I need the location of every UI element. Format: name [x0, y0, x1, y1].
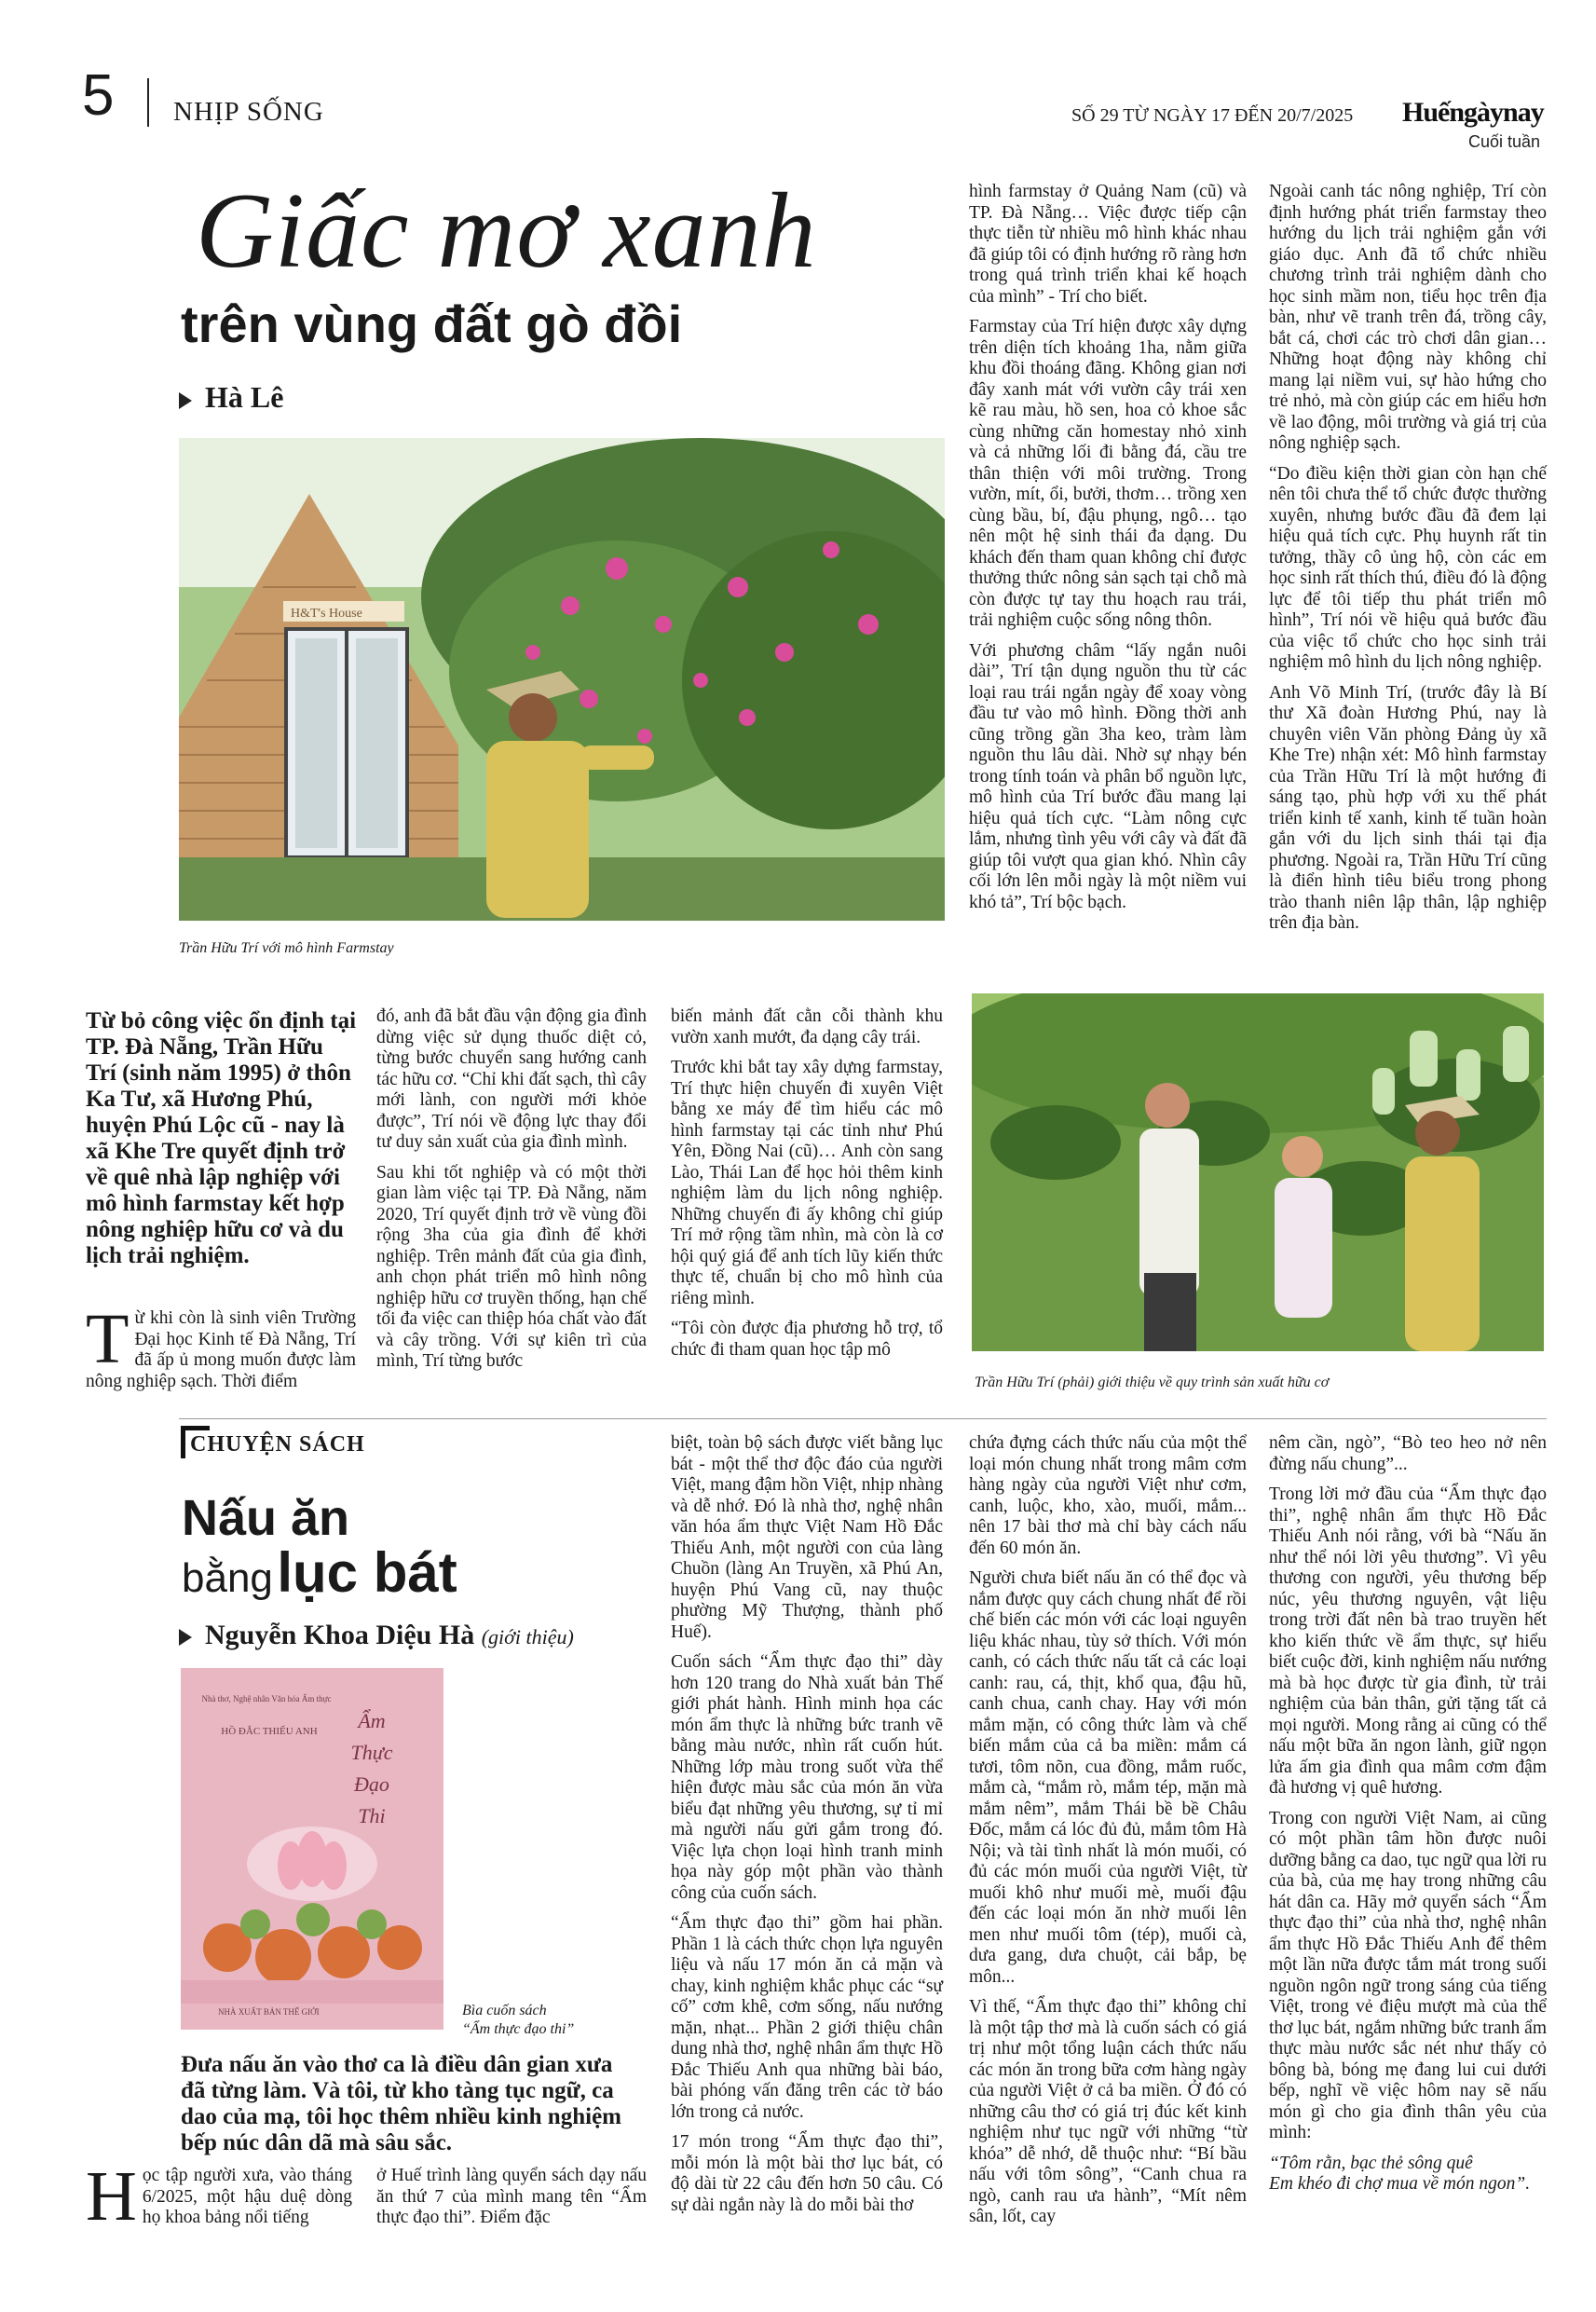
- poem: [1269, 2154, 1547, 2196]
- issue-info: SỐ 29 TỪ NGÀY 17 ĐẾN 20/7/2025: [1071, 105, 1354, 126]
- article1-col5: [1269, 182, 1547, 944]
- article1-author: Hà Lê: [205, 380, 284, 414]
- photo-farmstay: [179, 438, 945, 921]
- article2-col1-text: ọc tập người xưa, vào tháng 6/2025, một hậu duệ dòng họ khoa bảng nổi tiếng: [142, 2166, 352, 2227]
- paragraph: biến mảnh đất cằn cỗi thành khu vườn xanh mướt, đa dạng cây trái.: [671, 1006, 943, 1047]
- photo2-caption: Trần Hữu Trí (phải) giới thiệu về quy trình sản xuất hữu cơ: [975, 1375, 1330, 1390]
- book-cover-photo: [181, 1668, 443, 2030]
- title-small-word: bằng: [182, 1555, 273, 1601]
- paragraph: Anh Võ Minh Trí, (trước đây là Bí thư Xã đoàn Hương Phú, nay là chuyên viên Văn phòng Đảng ủy xã Khe Tre) nhận xét: Mô hình farmstay của Trần Hữu Trí là một hướng đi sáng tạo, phù hợp với xu thế phát triển kinh tế xanh, kinh tế tuần hoàn gắn với du lịch sinh thái tại địa phương. Ngoài ra, Trần Hữu Trí cũng là điển hình tiêu biểu trong phong trào thanh niên lập thân, lập nghiệp trên địa bàn.: [1269, 682, 1547, 933]
- article2-col1: [86, 2157, 352, 2236]
- article2-col2: [376, 2166, 647, 2238]
- paragraph: 17 món trong “Ẩm thực đạo thi”, mỗi món là một bài thơ lục bát, có độ dài từ 22 câu đến hơn 50 câu. Có sự dài ngắn này là do mỗi bài thơ: [671, 2132, 943, 2215]
- paragraph: Trước khi bắt tay xây dựng farmstay, Trí thực hiện chuyến đi xuyên Việt bằng xe máy để tìm hiểu các mô hình farmstay tại các tỉnh như Phú Yên, Đồng Nai (cũ)… Anh còn sang Lào, Thái Lan để học hỏi thêm kinh nghiệm làm du lịch nông nghiệp. Những chuyến đi ấy không chỉ giúp Trí mở rộng tầm nhìn, mà còn là cơ hội quý giá để anh tích lũy kiến thức thực tế, chuẩn bị cho mô hình của riêng mình.: [671, 1058, 943, 1308]
- paragraph: Farmstay của Trí hiện được xây dựng trên diện tích khoảng 1ha, nằm giữa khu đồi thoáng đãng. Không gian nơi đây xanh mát với vườn cây trái xen kẽ rau màu, hồ sen, hoa cỏ khoe sắc cùng những căn homestay nhỏ xinh và cả những lối đi bằng đá, cầu tre thân thiện với môi trường. Trong vườn, mít, ổi, bưởi, thơm… trồng xen cùng bầu, bí, đậu phụng, ngô… tạo nên một hệ sinh thái đa dạng. Du khách đến tham quan không chỉ được thưởng thức nông sản sạch tại chỗ mà còn được tự tay thu hoạch rau trái, trải nghiệm cuộc sống nông thôn.: [969, 317, 1247, 630]
- article2-col5: [1269, 1433, 1547, 2205]
- farmstay-illustration: [179, 438, 945, 921]
- brand-logo: Huếngàynay: [1402, 97, 1544, 128]
- book-caption: [462, 2002, 574, 2039]
- kicker-text: HUYỆN SÁCH: [207, 1432, 365, 1457]
- paragraph: Trong lời mở đầu của “Ẩm thực đạo thi”, nghệ nhân ẩm thực Hồ Đắc Thiếu Anh nói rằng, với bà “Nấu ăn như thể nói lời yêu thương”. Vì yêu thương con người, yêu thương bếp núc, yêu thương nguyên, vật liệu trong trời đất nên bà trao truyền hết kho kiến thức về ẩm thực, sự hiểu biết cuộc đời, kinh nghiệm nấu nướng mà bà học được từ gia đình, từ trải nghiệm của bản thân, gửi tặng tất cả mọi người. Mong rằng ai cũng có thể nấu một bữa ăn ngon lành, giữ ngọn lửa ấm gia đình qua mâm cơm đậm đà hương vị quê hương.: [1269, 1484, 1547, 1798]
- article1-title: Giấc mơ xanh: [196, 171, 817, 291]
- photo1-caption: Trần Hữu Trí với mô hình Farmstay: [179, 940, 394, 956]
- article2-col4: [969, 1433, 1247, 2237]
- book-author-line: HỒ ĐẮC THIẾU ANH: [221, 1726, 318, 1737]
- article1-col1-text: ừ khi còn là sinh viên Trường Đại học Kinh tế Đà Nẵng, Trí đã ấp ủ mong muốn được làm nông nghiệp sạch. Thời điểm: [86, 1308, 356, 1391]
- paragraph: “Do điều kiện thời gian còn hạn chế nên tôi chưa thể tổ chức được thường xuyên, nhưng bước đầu đã đem lại hiệu quả tích cực. Phụ huynh rất tin tưởng, thầy cô ủng hộ, còn các em học sinh rất thích thú, điều đó là động lực để tôi tiếp thu phát triển mô hình”, Trí nói về hiệu quả bước đầu của việc tổ chức cho học sinh trải nghiệm mô hình du lịch nông nghiệp.: [1269, 463, 1547, 672]
- paragraph: Ngoài canh tác nông nghiệp, Trí còn định hướng phát triển farmstay theo hướng du lịch trải nghiệm gắn với giáo dục. Anh đã tổ chức nhiều chương trình trải nghiệm dành cho học sinh mầm non, tiểu học trên địa bàn, như vẽ tranh trên đá, trồng cây, bắt cá, chơi các trò chơi dân gian… Những hoạt động này không chỉ mang lại niềm vui, sự hào hứng cho trẻ nhỏ, mà còn giúp các em hiểu hơn về lao động, môi trường và giá trị của nông nghiệp sạch.: [1269, 182, 1547, 453]
- poem-line1: “Tôm rằn, bạc thẻ sông quê: [1269, 2153, 1473, 2173]
- article2-kicker: CHUYỆN SÁCH: [190, 1432, 365, 1457]
- poem-line2: Em khéo đi chợ mua về món ngon”.: [1269, 2174, 1531, 2194]
- page-number: 5: [82, 63, 115, 128]
- author-note: (giới thiệu): [481, 1625, 574, 1648]
- brand-subtitle: Cuối tuần: [1468, 132, 1541, 151]
- paragraph: Cuốn sách “Ẩm thực đạo thi” dày hơn 120 trang do Nhà xuất bản Thế giới phát hành. Hình minh họa các món ẩm thực là những bức tranh vẽ bằng màu nước, nhìn rất cuốn hút. Những lớp màu trong suốt vừa thể hiện được màu sắc của món ăn vừa biểu đạt những yêu thương, sự tỉ mỉ mà người nấu gửi gắm trong đó. Việc lựa chọn loại hình tranh minh họa này góp một phần vào thành công của cuốn sách.: [671, 1652, 943, 1903]
- book-publisher: NHÀ XUẤT BẢN THẾ GIỚI: [218, 2007, 320, 2017]
- article1-subtitle: trên vùng đất gò đồi: [181, 294, 683, 353]
- paragraph: ở Huế trình làng quyển sách dạy nấu ăn thứ 7 của mình mang tên “Ẩm thực đạo thi”. Điểm đặc: [376, 2166, 647, 2227]
- section-label: NHỊP SỐNG: [173, 97, 324, 127]
- paragraph: Trong con người Việt Nam, ai cũng có một phần tâm hồn được nuôi dưỡng bằng ca dao, tục ngữ qua lời ru của bà, của mẹ hay trong những câu hát dân ca. Hãy mở quyển sách “Ẩm thực đạo thi” của nhà thơ, nghệ nhân ẩm thực Hồ Đắc Thiếu Anh để thêm một lần nữa được tắm mát trong suối nguồn ngôn ngữ trong sáng của tiếng Việt, trong vẻ điệu mượt mà của thể thơ lục bát, ngắm những bức tranh ẩm thực màu nước sắc nét như thấy cỏ bông bà, bóng mẹ đang lui cui dưới bếp, nghĩ về việc hôm nay sẽ nấu món gì cho gia đình thân yêu của mình:: [1269, 1808, 1547, 2142]
- title-big-word: lục bát: [277, 1541, 457, 1604]
- article2-title-line2: [182, 1543, 457, 1618]
- article1-col1: [86, 1300, 356, 1392]
- book-caption-line2: “Ẩm thực đạo thi”: [462, 2021, 575, 2037]
- book-title: Ẩm Thực Đạo Thi: [350, 1709, 393, 1827]
- article2-title-line1: Nấu ăn: [182, 1490, 350, 1546]
- paragraph: Với phương châm “lấy ngắn nuôi dài”, Trí tận dụng nguồn thu từ các loại rau trái ngắn ngày để xoay vòng đầu tư vào mô hình. Đồng thời anh cũng trồng gần 3ha keo, tràm làm nguồn thu lâu dài. Nhờ sự nhạy bén trong tính toán và phân bổ nguồn lực, mô hình của Trí bước đầu mang lại hiệu quả tích cực. “Làm nông cực lắm, nhưng tình yêu với cây và đất đã giúp tôi vượt qua gian khó. Nhìn cây cối lớn lên mỗi ngày là một niềm vui khó tả”, Trí bộc bạch.: [969, 640, 1247, 912]
- paragraph: hình farmstay ở Quảng Nam (cũ) và TP. Đà Nẵng… Việc được tiếp cận thực tiễn từ nhiều mô hình khác nhau đã giúp tôi có định hướng rõ ràng hơn trong quá trình triển khai kế hoạch của mình” - Trí cho biết.: [969, 182, 1247, 307]
- house-sign: H&T's House: [291, 607, 362, 621]
- paragraph: đó, anh đã bắt đầu vận động gia đình dừng việc sử dụng thuốc diệt cỏ, từng bước chuyển sang hướng canh tác hữu cơ. “Chỉ khi đất sạch, thì cây mới lành, con người mới khỏe được”, Trí nói về động lực thay đổi tư duy sản xuất của gia đình mình.: [376, 1006, 647, 1152]
- article1-col3: [671, 1006, 943, 1370]
- book-illustration: [181, 1808, 443, 2004]
- article1-lead: Từ bỏ công việc ổn định tại TP. Đà Nẵng, Trần Hữu Trí (sinh năm 1995) ở thôn Ka Tư, xã Hương Phú, huyện Phú Lộc cũ - nay là xã Khe Tre quyết định trở về quê nhà lập nghiệp với mô hình farmstay kết hợp nông nghiệp hữu cơ và du lịch trải nghiệm.: [86, 1008, 357, 1268]
- paragraph: Sau khi tốt nghiệp và có một thời gian làm việc tại TP. Đà Nẵng, năm 2020, Trí quyết định trở về vùng đồi rộng 3ha của gia đình để khởi nghiệp. Trên mảnh đất của gia đình, anh chọn phát triển mô hình nông nghiệp hữu cơ truyền thống, hạn chế tối đa việc can thiệp hóa chất vào đất và cây trồng. Với sự kiên trì của mình, Trí từng bước: [376, 1162, 647, 1371]
- article1-col2: [376, 1006, 647, 1382]
- article1-dropcap: T: [86, 1300, 130, 1378]
- paragraph: biệt, toàn bộ sách được viết bằng lục bát - một thể thơ độc đáo của người Việt, mang đậm hồn Việt, nhịp nhàng và dễ nhớ. Đó là nhà thơ, nghệ nhân văn hóa ẩm thực Việt Nam Hồ Đắc Thiếu Anh, một người con của làng Chuồn (làng An Truyền, xã Phú An, huyện Phú Vang cũ, nay thuộc phường Mỹ Thượng, thành phố Huế).: [671, 1433, 943, 1642]
- book-top-text: Nhà thơ, Nghệ nhân Văn hóa Ẩm thực: [201, 1694, 332, 1703]
- article1-col4: [969, 182, 1247, 923]
- article2-col3: [671, 1433, 943, 2225]
- page-header: [0, 0, 1596, 149]
- organic-farm-illustration: [972, 993, 1544, 1351]
- paragraph: Vì thế, “Ẩm thực đạo thi” không chỉ là một tập thơ mà là cuốn sách có giá trị như một tổng luận cách thức nấu các món ăn trong bữa cơm hàng ngày của người Việt ở cả ba miền. Ở đó có những câu thơ có giá trị đúc kết kinh nghiệm như tục ngữ với những “từ khóa” dễ nhớ, dễ thuộc như: “Bí bầu nấu với tôm sông”, “Canh chua ra ngò, canh rau ưa hành”, “Mít nêm sân, lốt, cay: [969, 1997, 1247, 2226]
- photo-organic-farm: [972, 993, 1544, 1351]
- paragraph: Người chưa biết nấu ăn có thể đọc và nắm được quy cách chung nhất để rồi chế biến các món với các loại nguyên liệu khác nhau, tùy sở thích. Với món canh, có cách thức nấu tất cả các loại canh: rau, cá, thịt, khổ qua, đậu hũ, canh chua, canh chay. Hay với món mắm mặn, có công thức làm và chế biến mắm của cả ba miền: mắm cá tươi, tôm nõn, cua đồng, mắm ruốc, mắm cà, “mắm rò, mắm tép, mặn mà mắm nêm”, mắm Thái bề bề Châu Đốc, mắm cá lóc đủ đủ, mắm tôm Hà Nội; và tài tình nhất là món muối, có đủ các món muối của người Việt, từ muối khô như muối mè, muối đậu đến các loại món ăn nhờ muối lên men như muối tôm (tép), muối cà, dưa gang, dưa chuột, cải bắp, bẹ môn...: [969, 1568, 1247, 1987]
- section-divider: [179, 1418, 1547, 1419]
- book-caption-line1: Bìa cuốn sách: [462, 2003, 547, 2018]
- byline-arrow-icon: [179, 392, 192, 409]
- article2-byline: [179, 1620, 574, 1651]
- paragraph: chứa đựng cách thức nấu của một thể loại món chung nhất trong mâm cơm hàng ngày của người Việt như cơm, canh, luộc, kho, xào, muối, mắm... nên 17 bài thơ mà chỉ bày cách nấu đến 60 món ăn.: [969, 1433, 1247, 1558]
- article1-byline: [179, 380, 283, 415]
- header-divider: [147, 78, 149, 127]
- byline-arrow-icon: [179, 1629, 192, 1646]
- article2-dropcap: H: [86, 2157, 137, 2236]
- paragraph: “Ẩm thực đạo thi” gồm hai phần. Phần 1 là cách thức chọn lựa nguyên liệu và nấu 17 món ăn cả mặn và chay, kinh nghiệm khắc phục các “sự cố” cơm khê, cơm sống, nấu nướng mặn, nhạt... Phần 2 giới thiệu chân dung nhà thơ, nghệ nhân ẩm thực Hồ Đắc Thiếu Anh qua những bài báo, bài phóng vấn đăng trên các tờ báo lớn trong cả nước.: [671, 1913, 943, 2122]
- paragraph: “Tôi còn được địa phương hỗ trợ, tổ chức đi tham quan học tập mô: [671, 1319, 943, 1360]
- article2-lead: Đưa nấu ăn vào thơ ca là điều dân gian xưa đã từng làm. Và tôi, từ kho tàng tục ngữ, ca dao của mạ, tôi học thêm nhiều kinh nghiệm bếp núc dân dã mà sâu sắc.: [181, 2052, 621, 2155]
- article2-author: Nguyễn Khoa Diệu Hà: [205, 1620, 475, 1650]
- paragraph: nêm cần, ngò”, “Bò teo heo nở nên đừng nấu chung”...: [1269, 1433, 1547, 1474]
